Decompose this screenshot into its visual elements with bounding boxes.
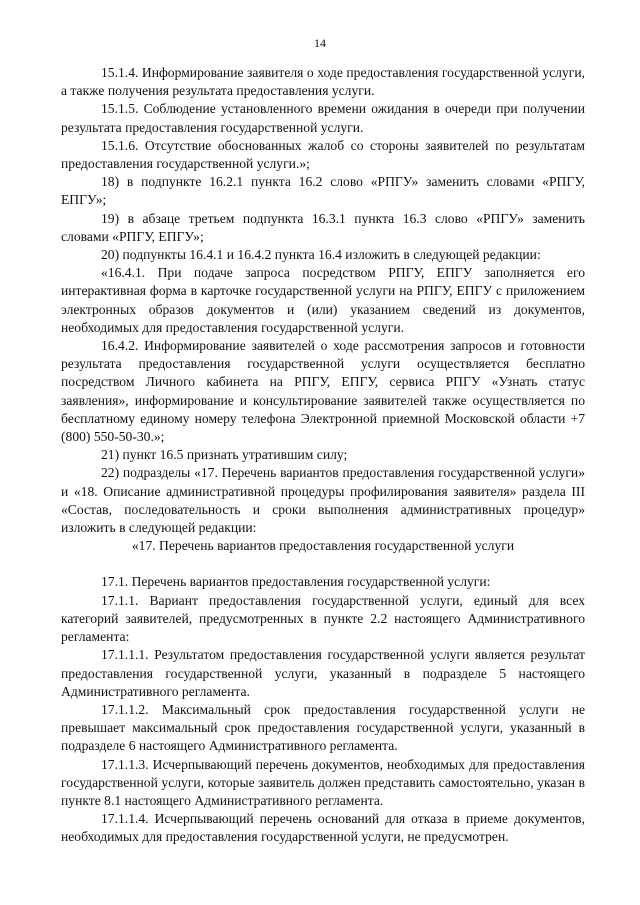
paragraph-17-1-1-4: 17.1.1.4. Исчерпывающий перечень оснований для отказа в приеме документов, необходимых для предоставления государственной услуги, не предусмотрен. xyxy=(61,811,585,845)
paragraph-17-1-1-2: 17.1.1.2. Максимальный срок предоставления государственной услуги не превышает максимальный срок предоставления государственной услуги, указанный в подразделе 6 настоящего Административного регламента. xyxy=(61,701,585,754)
paragraph-17-1-1-3: 17.1.1.3. Исчерпывающий перечень документов, необходимых для предоставления государственной услуги, которые заявитель должен представить самостоятельно, указан в пункте 8.1 настоящего Административного регламента. xyxy=(61,756,585,808)
paragraph-17-1-1-1: 17.1.1.1. Результатом предоставления государственной услуги является результат предоставления государственной услуги, указанный в подразделе 5 настоящего Административного регламента. xyxy=(61,647,585,699)
paragraph-15-1-6: 15.1.6. Отсутствие обоснованных жалоб со стороны заявителей по результатам предоставления государственной услуги.»; xyxy=(61,137,585,172)
paragraph-15-1-4: 15.1.4. Информирование заявителя о ходе предоставления государственной услуги, а также получения результата предоставления услуги. xyxy=(61,65,585,99)
paragraph-item-21: 21) пункт 16.5 признать утратившим силу; xyxy=(101,447,348,463)
section-heading-17: «17. Перечень вариантов предоставления государственной услуги xyxy=(131,538,515,554)
paragraph-item-19: 19) в абзаце третьем подпункта 16.3.1 пункта 16.3 слово «РПГУ» заменить словами «РПГУ, ЕПГУ»; xyxy=(61,210,585,244)
paragraph-17-1: 17.1. Перечень вариантов предоставления государственной услуги: xyxy=(101,574,491,590)
section-spacer xyxy=(61,555,585,573)
page-number: 14 xyxy=(314,36,326,50)
paragraph-item-22: 22) подразделы «17. Перечень вариантов предоставления государственной услуги» и «18. Описание административной процедуры профилирования заявителя» раздела III «Состав, последовательность и сроки выполнения административных процедур» изложить в следующей редакции: xyxy=(61,465,585,536)
paragraph-item-18: 18) в подпункте 16.2.1 пункта 16.2 слово «РПГУ» заменить словами «РПГУ, ЕПГУ»; xyxy=(61,174,585,208)
document-body xyxy=(61,64,585,847)
paragraph-17-1-1: 17.1.1. Вариант предоставления государственной услуги, единый для всех категорий заявителей, предусмотренных в пункте 2.2 настоящего Административного регламента: xyxy=(61,592,585,645)
paragraph-16-4-1: «16.4.1. При подаче запроса посредством РПГУ, ЕПГУ заполняется его интерактивная форма в карточке государственной услуги на РПГУ, ЕПГУ с приложением электронных образов документов и (или) указанием сведений из документов, необходимых для предоставления государственной услуги. xyxy=(61,265,585,335)
paragraph-16-4-2: 16.4.2. Информирование заявителей о ходе рассмотрения запросов и готовности результата предоставления государственной услуги осуществляется бесплатно посредством Личного кабинета на РПГУ, ЕПГУ, сервиса РПГУ «Узнать статус заявления», информирование и консультирование заявителей также осуществляется по бесплатному единому номеру телефона Электронной приемной Московской области +7 (800) 550-50-30.»; xyxy=(61,338,585,445)
paragraph-item-20: 20) подпункты 16.4.1 и 16.4.2 пункта 16.4 изложить в следующей редакции: xyxy=(101,247,541,263)
paragraph-15-1-5: 15.1.5. Соблюдение установленного времени ожидания в очереди при получении результата предоставления государственной услуги. xyxy=(61,101,585,135)
